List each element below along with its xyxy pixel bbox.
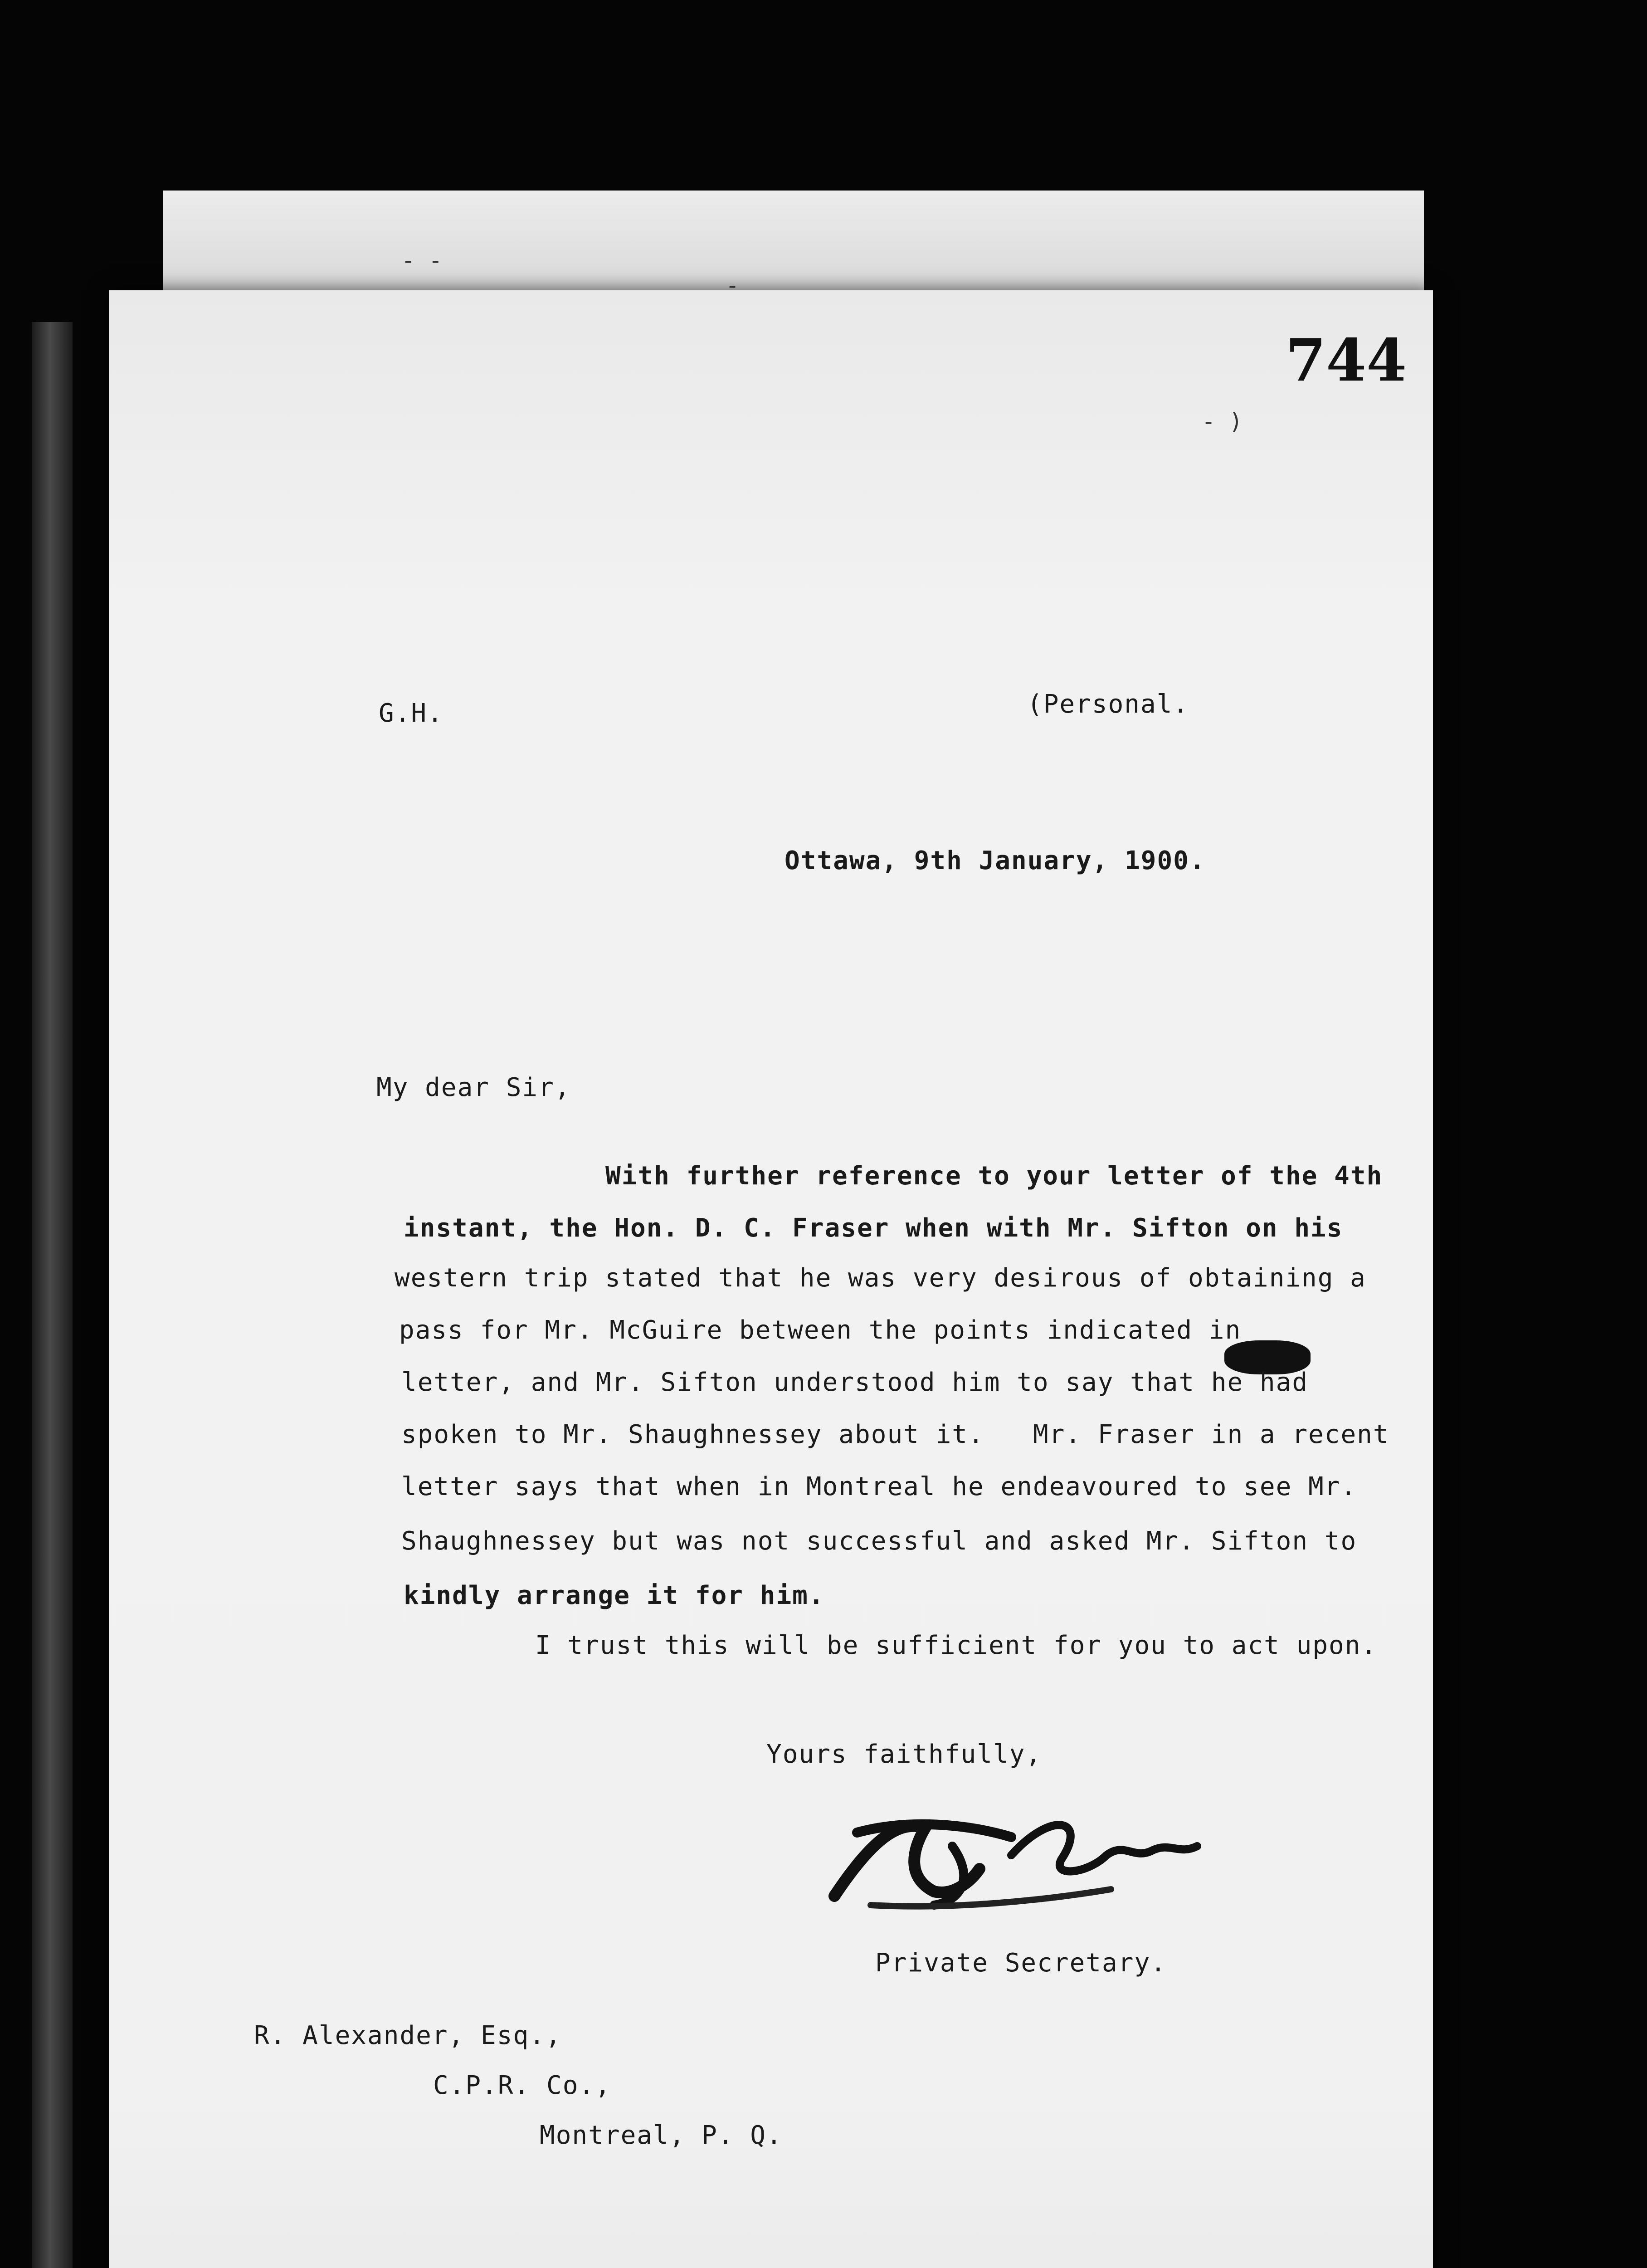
- handwritten-signature: [816, 1801, 1215, 1919]
- body-line: pass for Mr. McGuire between the points indicated in: [399, 1315, 1242, 1345]
- body-line: instant, the Hon. D. C. Fraser when with Mr. Sifton on his: [404, 1213, 1343, 1243]
- film-edge-strip: [32, 322, 73, 2268]
- header-initials: G.H.: [379, 699, 443, 728]
- stray-mark: - -: [401, 247, 443, 274]
- body-line: Shaughnessey but was not successful and asked Mr. Sifton to: [401, 1526, 1357, 1556]
- dateline: Ottawa, 9th January, 1900.: [785, 846, 1206, 875]
- addressee-name: R. Alexander, Esq.,: [254, 2021, 562, 2050]
- body-line: I trust this will be sufficient for you to act upon.: [535, 1631, 1378, 1660]
- closing: Yours faithfully,: [766, 1740, 1042, 1769]
- stray-mark: -: [726, 272, 740, 298]
- page-number: 744: [1286, 327, 1407, 395]
- addressee-city: Montreal, P. Q.: [540, 2121, 783, 2150]
- header-marking: (Personal.: [1027, 689, 1189, 719]
- salutation: My dear Sir,: [376, 1073, 571, 1102]
- addressee-company: C.P.R. Co.,: [433, 2071, 611, 2100]
- signature-title: Private Secretary.: [875, 1948, 1167, 1978]
- body-line: western trip stated that he was very desirous of obtaining a: [395, 1263, 1366, 1293]
- body-line: kindly arrange it for him.: [404, 1581, 825, 1610]
- body-line: letter, and Mr. Sifton understood him to say that he had: [401, 1368, 1309, 1397]
- body-line: With further reference to your letter of the 4th: [605, 1161, 1383, 1191]
- body-line: spoken to Mr. Shaughnessey about it. Mr. Fraser in a recent: [401, 1420, 1389, 1449]
- body-line: letter says that when in Montreal he endeavoured to see Mr.: [401, 1472, 1357, 1501]
- stray-mark: - ): [1202, 408, 1243, 435]
